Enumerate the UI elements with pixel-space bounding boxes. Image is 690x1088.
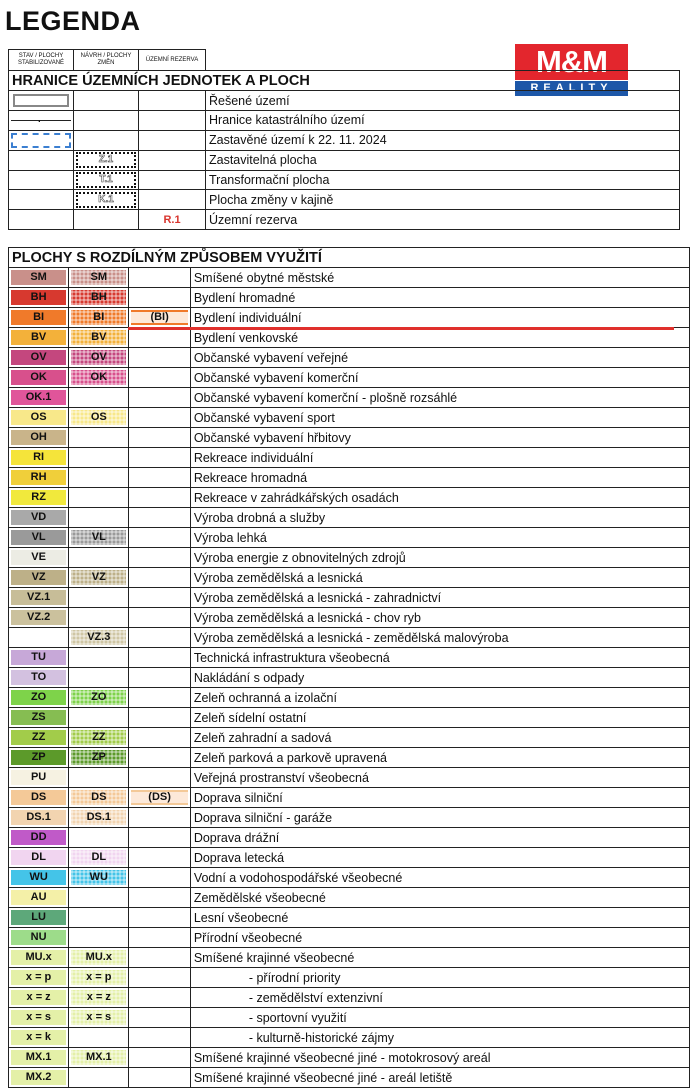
c2-swatch: OV (71, 350, 126, 365)
c1-swatch: VD (11, 510, 66, 525)
c1-swatch: OH (11, 430, 66, 445)
column-header-row (9, 50, 680, 71)
c1-swatch: OK (11, 370, 66, 385)
legend-row (9, 368, 690, 388)
c1-swatch: x = z (11, 990, 66, 1005)
section-header (9, 71, 680, 91)
legend-row (9, 748, 690, 768)
legend-label: Občanské vybavení komerční - plošně rozsáhlé (190, 388, 689, 408)
legend-label: Výroba zemědělská a lesnická - zemědělská malovýroba (190, 628, 689, 648)
legend-row (9, 928, 690, 948)
legend-label: Občanské vybavení veřejné (190, 348, 689, 368)
legend-row (9, 968, 690, 988)
c2-swatch: ZO (71, 690, 126, 705)
c1-swatch: RZ (11, 490, 66, 505)
legend-row (9, 1028, 690, 1048)
legend-label: Přírodní všeobecné (190, 928, 689, 948)
legend-label: Bydlení hromadné (190, 288, 689, 308)
legend-row (9, 448, 690, 468)
legend-row (9, 1048, 690, 1068)
legend-row (9, 668, 690, 688)
legend-label: Plocha změny v kajině (206, 190, 680, 210)
legend-label: Veřejná prostranství všeobecná (190, 768, 689, 788)
legend-label: Výroba zemědělská a lesnická (190, 568, 689, 588)
legend-label: Občanské vybavení komerční (190, 368, 689, 388)
legend-row (9, 588, 690, 608)
legend-row (9, 488, 690, 508)
legend-row (9, 91, 680, 111)
legend-label: Výroba zemědělská a lesnická - chov ryb (190, 608, 689, 628)
legend-row (9, 190, 680, 210)
c2-swatch: BV (71, 330, 126, 345)
c2-swatch: x = p (71, 970, 126, 985)
legend-row (9, 508, 690, 528)
legend-row (9, 948, 690, 968)
reserve-symbol: R.1 (139, 210, 206, 230)
legend-label: Bydlení individuální (190, 308, 689, 328)
cadastral-boundary-symbol (9, 111, 73, 129)
c2-swatch: OS (71, 410, 126, 425)
legend-row (9, 388, 690, 408)
c2-swatch: ZP (71, 750, 126, 765)
legend-row (9, 1068, 690, 1088)
c2-swatch: DL (71, 850, 126, 865)
legend-label: Zeleň sídelní ostatní (190, 708, 689, 728)
legend-row (9, 150, 680, 170)
legend-label: Bydlení venkovské (190, 328, 689, 348)
legend-row (9, 1008, 690, 1028)
c1-swatch: TU (11, 650, 66, 665)
c1-swatch: TO (11, 670, 66, 685)
c1-swatch: MX.2 (11, 1070, 66, 1085)
c1-swatch: VE (11, 550, 66, 565)
buildable-area-symbol: Z.1 (76, 152, 136, 168)
legend-row (9, 768, 690, 788)
legend-row (9, 568, 690, 588)
c1-swatch: OV (11, 350, 66, 365)
legend-label: Doprava silniční (190, 788, 689, 808)
legend-row (9, 688, 690, 708)
legend-label: Smíšené krajinné všeobecné (190, 948, 689, 968)
c3-swatch: (DS) (131, 790, 187, 805)
legend-label: Hranice katastrálního území (206, 111, 680, 131)
c1-swatch: LU (11, 910, 66, 925)
c2-swatch: VZ (71, 570, 126, 585)
boundaries-legend-table (8, 49, 680, 230)
legend-label: Rekreace v zahrádkářských osadách (190, 488, 689, 508)
legend-row (9, 988, 690, 1008)
c1-swatch: ZS (11, 710, 66, 725)
c2-swatch: x = z (71, 990, 126, 1005)
legend-label: Smíšené krajinné všeobecné jiné - motokrosový areál (190, 1048, 689, 1068)
c1-swatch: VZ.2 (11, 610, 66, 625)
section-header (9, 248, 690, 268)
legend-label: Řešené území (206, 91, 680, 111)
c1-swatch: RH (11, 470, 66, 485)
legend-label: Technická infrastruktura všeobecná (190, 648, 689, 668)
legend-label: Zastavěné území k 22. 11. 2024 (206, 130, 680, 150)
legend-row (9, 268, 690, 288)
c1-swatch: VL (11, 530, 66, 545)
c1-swatch: PU (11, 770, 66, 785)
legend-label: Občanské vybavení hřbitovy (190, 428, 689, 448)
c1-swatch: MU.x (11, 950, 66, 965)
header-proposed: NÁVRH / PLOCHY ZMĚN (74, 50, 139, 71)
legend-label: Zeleň zahradní a sadová (190, 728, 689, 748)
legend-row (9, 548, 690, 568)
page-title: LEGENDA (5, 6, 141, 36)
legend-label: Výroba lehká (190, 528, 689, 548)
c1-swatch: WU (11, 870, 66, 885)
legend-row (9, 408, 690, 428)
c1-swatch: DL (11, 850, 66, 865)
legend-label: Rekreace hromadná (190, 468, 689, 488)
c2-swatch: VL (71, 530, 126, 545)
c1-swatch: BH (11, 290, 66, 305)
c1-swatch: OS (11, 410, 66, 425)
c2-swatch: WU (71, 870, 126, 885)
c1-swatch: VZ (11, 570, 66, 585)
legend-label: - kulturně-historické zájmy (190, 1028, 689, 1048)
legend-row (9, 288, 690, 308)
c2-swatch: OK (71, 370, 126, 385)
legend-label: Zemědělské všeobecné (190, 888, 689, 908)
solved-area-symbol (13, 94, 69, 107)
legend-row (9, 428, 690, 448)
c2-swatch: x = s (71, 1010, 126, 1025)
legend-row (9, 828, 690, 848)
legend-row (9, 528, 690, 548)
legend-label: Doprava silniční - garáže (190, 808, 689, 828)
legend-label: Smíšené krajinné všeobecné jiné - areál letiště (190, 1068, 689, 1088)
c1-swatch: NU (11, 930, 66, 945)
legend-row (9, 348, 690, 368)
header-stabilized: STAV / PLOCHY STABILIZOVANÉ (9, 50, 74, 71)
legend-label: Lesní všeobecné (190, 908, 689, 928)
legend-label: Vodní a vodohospodářské všeobecné (190, 868, 689, 888)
built-up-area-symbol (11, 133, 71, 148)
legend-row (9, 608, 690, 628)
c1-swatch: BI (11, 310, 66, 325)
c1-swatch: x = p (11, 970, 66, 985)
legend-label: Výroba zemědělská a lesnická - zahradnictví (190, 588, 689, 608)
legend-label: Rekreace individuální (190, 448, 689, 468)
c1-swatch: ZP (11, 750, 66, 765)
c2-swatch: ZZ (71, 730, 126, 745)
section-title: PLOCHY S ROZDÍLNÝM ZPŮSOBEM VYUŽITÍ (9, 248, 690, 268)
legend-row (9, 210, 680, 230)
legend-label: Územní rezerva (206, 210, 680, 230)
legend-row (9, 628, 690, 648)
legend-label: Občanské vybavení sport (190, 408, 689, 428)
legend-row (9, 111, 680, 131)
legend-row (9, 788, 690, 808)
c1-swatch: SM (11, 270, 66, 285)
legend-row (9, 130, 680, 150)
c1-swatch: DD (11, 830, 66, 845)
legend-label: Zeleň ochranná a izolační (190, 688, 689, 708)
legend-label: Zeleň parková a parkově upravená (190, 748, 689, 768)
c3-swatch: (BI) (131, 310, 187, 325)
c2-swatch: VZ.3 (71, 630, 126, 645)
legend-row (9, 808, 690, 828)
legend-row (9, 868, 690, 888)
c1-swatch: DS (11, 790, 66, 805)
legend-label: Výroba energie z obnovitelných zdrojů (190, 548, 689, 568)
c2-swatch: MX.1 (71, 1050, 126, 1065)
legend-row (9, 848, 690, 868)
legend-row (9, 708, 690, 728)
legend-row (9, 170, 680, 190)
c2-swatch: DS.1 (71, 810, 126, 825)
c2-swatch: SM (71, 270, 126, 285)
legend-row (9, 328, 690, 348)
legend-row (9, 468, 690, 488)
legend-label: Doprava letecká (190, 848, 689, 868)
c2-swatch: DS (71, 790, 126, 805)
section-title: HRANICE ÚZEMNÍCH JEDNOTEK A PLOCH (9, 71, 680, 91)
c1-swatch: ZO (11, 690, 66, 705)
legend-label: Zastavitelná plocha (206, 150, 680, 170)
c1-swatch: x = s (11, 1010, 66, 1025)
legend-label: Nakládání s odpady (190, 668, 689, 688)
logo-mark: M&M (515, 44, 628, 80)
c1-swatch: BV (11, 330, 66, 345)
logo-wordmark: REALITY (515, 81, 628, 96)
c2-swatch: BH (71, 290, 126, 305)
land-use-legend-table (8, 247, 690, 1088)
legend-label: Doprava drážní (190, 828, 689, 848)
transformation-area-symbol: T.1 (76, 172, 136, 188)
c2-swatch: MU.x (71, 950, 126, 965)
legend-label: Smíšené obytné městské (190, 268, 689, 288)
legend-row (9, 888, 690, 908)
legend-label: Transformační plocha (206, 170, 680, 190)
c1-swatch: MX.1 (11, 1050, 66, 1065)
c1-swatch: DS.1 (11, 810, 66, 825)
legend-row (9, 308, 690, 328)
legend-row (9, 648, 690, 668)
c1-swatch: ZZ (11, 730, 66, 745)
legend-label: - přírodní priority (190, 968, 689, 988)
c1-swatch: AU (11, 890, 66, 905)
highlight-underline (128, 327, 674, 330)
header-reserve: ÚZEMNÍ REZERVA (139, 50, 206, 71)
landscape-change-symbol: K.1 (76, 192, 136, 208)
legend-row (9, 908, 690, 928)
legend-row (9, 728, 690, 748)
c1-swatch: OK.1 (11, 390, 66, 405)
c1-swatch: x = k (11, 1030, 66, 1045)
legend-label: - sportovní využití (190, 1008, 689, 1028)
c1-swatch: RI (11, 450, 66, 465)
legend-label: - zemědělství extenzivní (190, 988, 689, 1008)
legend-label: Výroba drobná a služby (190, 508, 689, 528)
c2-swatch: BI (71, 310, 126, 325)
c1-swatch: VZ.1 (11, 590, 66, 605)
